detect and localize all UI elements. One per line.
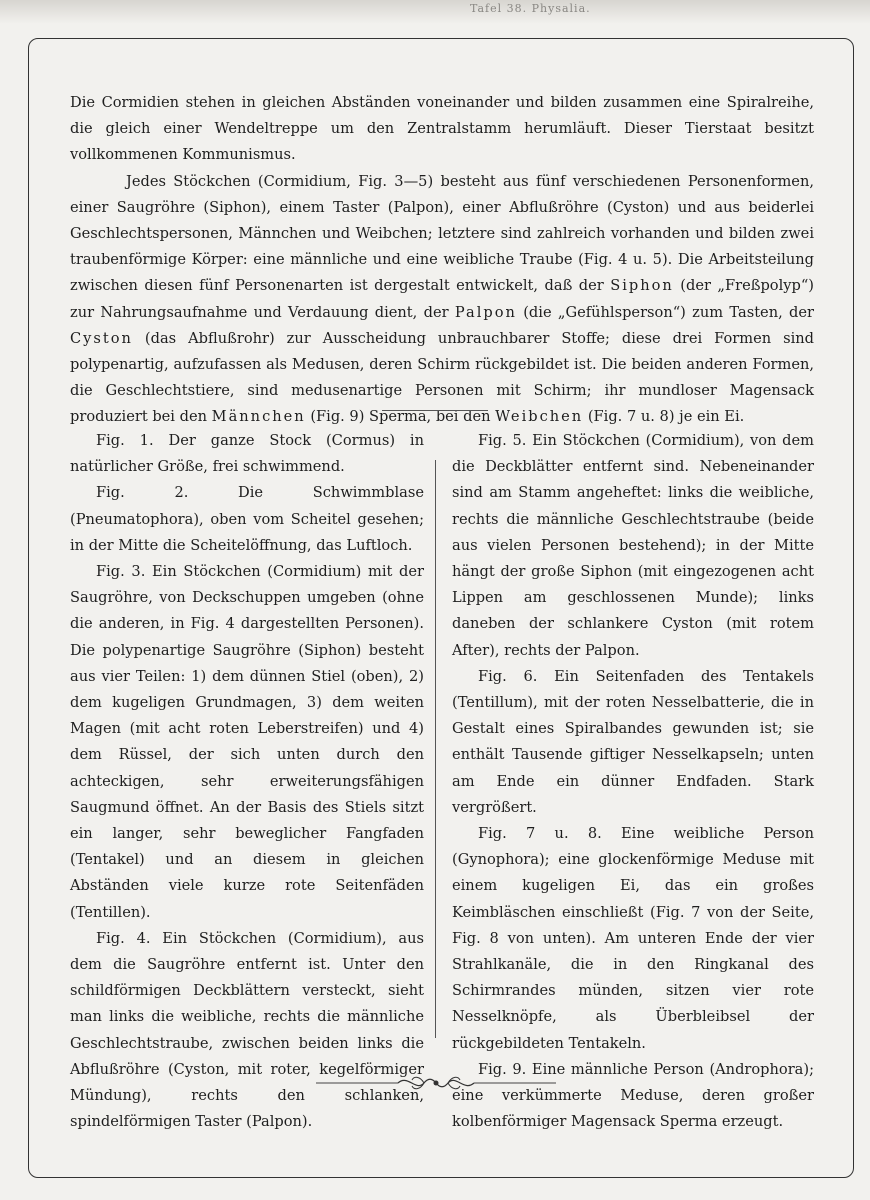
left-column [70,428,424,1135]
right-column [452,428,814,1135]
term-cyston: Cyston [70,329,133,347]
term-siphon: Siphon [610,277,674,295]
intro-p2-text-b: (der „Freßpolyp“) zur Nahrungsaufnahme und Verdauung dient, der [70,277,814,321]
intro-p2-text-e: (Fig. 9) Sperma, bei den [305,408,496,426]
term-maennchen: Männchen [211,408,306,426]
term-palpon: Palpon [454,303,517,321]
intro-p2-text-a: Jedes Stöckchen (Cormidium, Fig. 3—5) besteht aus fünf verschiedenen Personenformen, einer Saugröhre (Siphon), einem Taster (Palpon), einer Abflußröhre (Cyston) und aus beiderlei Geschlechtspersonen, Männchen und Weibchen; letztere sind zahlreich vorhanden und bilden zwei traubenförmige Körper: eine männliche und eine weibliche Traube (Fig. 4 u. 5). Die Arbeitsteilung zwischen diesen fünf Personenarten ist dergestalt entwickelt, daß der [70,172,814,295]
fig-2-caption: Fig. 2. Die Schwimmblase (Pneumatophora), oben vom Scheitel gesehen; in der Mitte die Scheitelöffnung, das Luftloch. [70,484,424,554]
fig-1-caption: Fig. 1. Der ganze Stock (Cormus) in natürlicher Größe, frei schwimmend. [70,432,424,476]
intro-text [70,90,814,431]
fig-5-caption: Fig. 5. Ein Stöckchen (Cormidium), von dem die Deckblätter entfernt sind. Nebeneinander sind am Stamm angeheftet: links die weibliche, rechts die männliche Geschlechtstraube (beide aus vielen Personen bestehend); in der Mitte hängt der große Siphon (mit eingezogenen acht Lippen am geschlossenen Munde); links daneben der schlankere Cyston (mit rotem After), rechts der Palpon. [452,432,814,659]
intro-paragraph-1: Die Cormidien stehen in gleichen Abständen voneinander und bilden zusammen eine Spiralreihe, die gleich einer Wendeltreppe um den Zentralstamm herumläuft. Dieser Tierstaat besitzt vollkommenen Kommunismus. [70,94,814,164]
intro-paragraph-2 [70,169,814,431]
fig-7-8-caption: Fig. 7 u. 8. Eine weibliche Person (Gynophora); eine glockenförmige Meduse mit einem kugeligen Ei, das ein großes Keimbläschen einschließt (Fig. 7 von der Seite, Fig. 8 von unten). Am unteren Ende der vier Strahlkanäle, die in den Ringkanal des Schirmrandes münden, sitzen vier rote Nesselknöpfe, als Überbleibsel der rückgebildeten Tentakeln. [452,825,814,1052]
fig-3-caption: Fig. 3. Ein Stöckchen (Cormidium) mit der Saugröhre, von Deckschuppen umgeben (ohne die anderen, in Fig. 4 dargestellten Personen). Die polypenartige Saugröhre (Siphon) besteht aus vier Teilen: 1) dem dünnen Stiel (oben), 2) dem kugeligen Grundmagen, 3) dem weiten Magen (mit acht roten Leberstreifen) und 4) dem Rüssel, der sich unten durch den achteckigen, sehr erweiterungsfähigen Saugmund öffnet. An der Basis des Stiels sitzt ein langer, sehr beweglicher Fangfaden (Tentakel) und an diesem in gleichen Abständen viele kurze rote Seitenfäden (Tentillen). [70,563,424,921]
fig-9-caption: Fig. 9. Eine männliche Person (Androphora); eine verkümmerte Meduse, deren großer kolbenförmiger Magensack Sperma erzeugt. [452,1060,814,1131]
ornament-icon [316,1070,556,1096]
section-separator [382,410,488,411]
page-top-edge [0,0,870,24]
column-divider [435,460,436,1038]
term-weibchen: Weibchen [495,408,584,426]
intro-p2-text-c: (die „Gefühlsperson“) zum Tasten, der [516,303,814,321]
running-head: Tafel 38. Physalia. [470,2,591,15]
intro-p2-text-f: (Fig. 7 u. 8) je ein Ei. [583,408,745,426]
intro-p2-text-d: (das Abflußrohr) zur Ausscheidung unbrauchbarer Stoffe; diese drei Formen sind polypenartig, aufzufassen als Medusen, deren Schirm rückgebildet ist. Die beiden anderen Formen, die Geschlechtstiere, sind medusenartige Personen mit Schirm; ihr mundloser Magensack produziert bei den [70,329,814,426]
fig-4-caption: Fig. 4. Ein Stöckchen (Cormidium), aus dem die Saugröhre entfernt ist. Unter den schildförmigen Deckblättern versteckt, sieht man links die weibliche, rechts die männliche Geschlechtstraube, zwischen beiden links die Abflußröhre (Cyston, mit roter, kegelförmiger Mündung), rechts den schlanken, spindelförmigen Taster (Palpon). [70,929,424,1131]
fig-6-caption: Fig. 6. Ein Seitenfaden des Tentakels (Tentillum), mit der roten Nesselbatterie, die in Gestalt eines Spiralbandes gewunden ist; sie enthält Tausende giftiger Nesselkapseln; unten am Ende ein dünner Endfaden. Stark vergrößert. [452,667,814,816]
